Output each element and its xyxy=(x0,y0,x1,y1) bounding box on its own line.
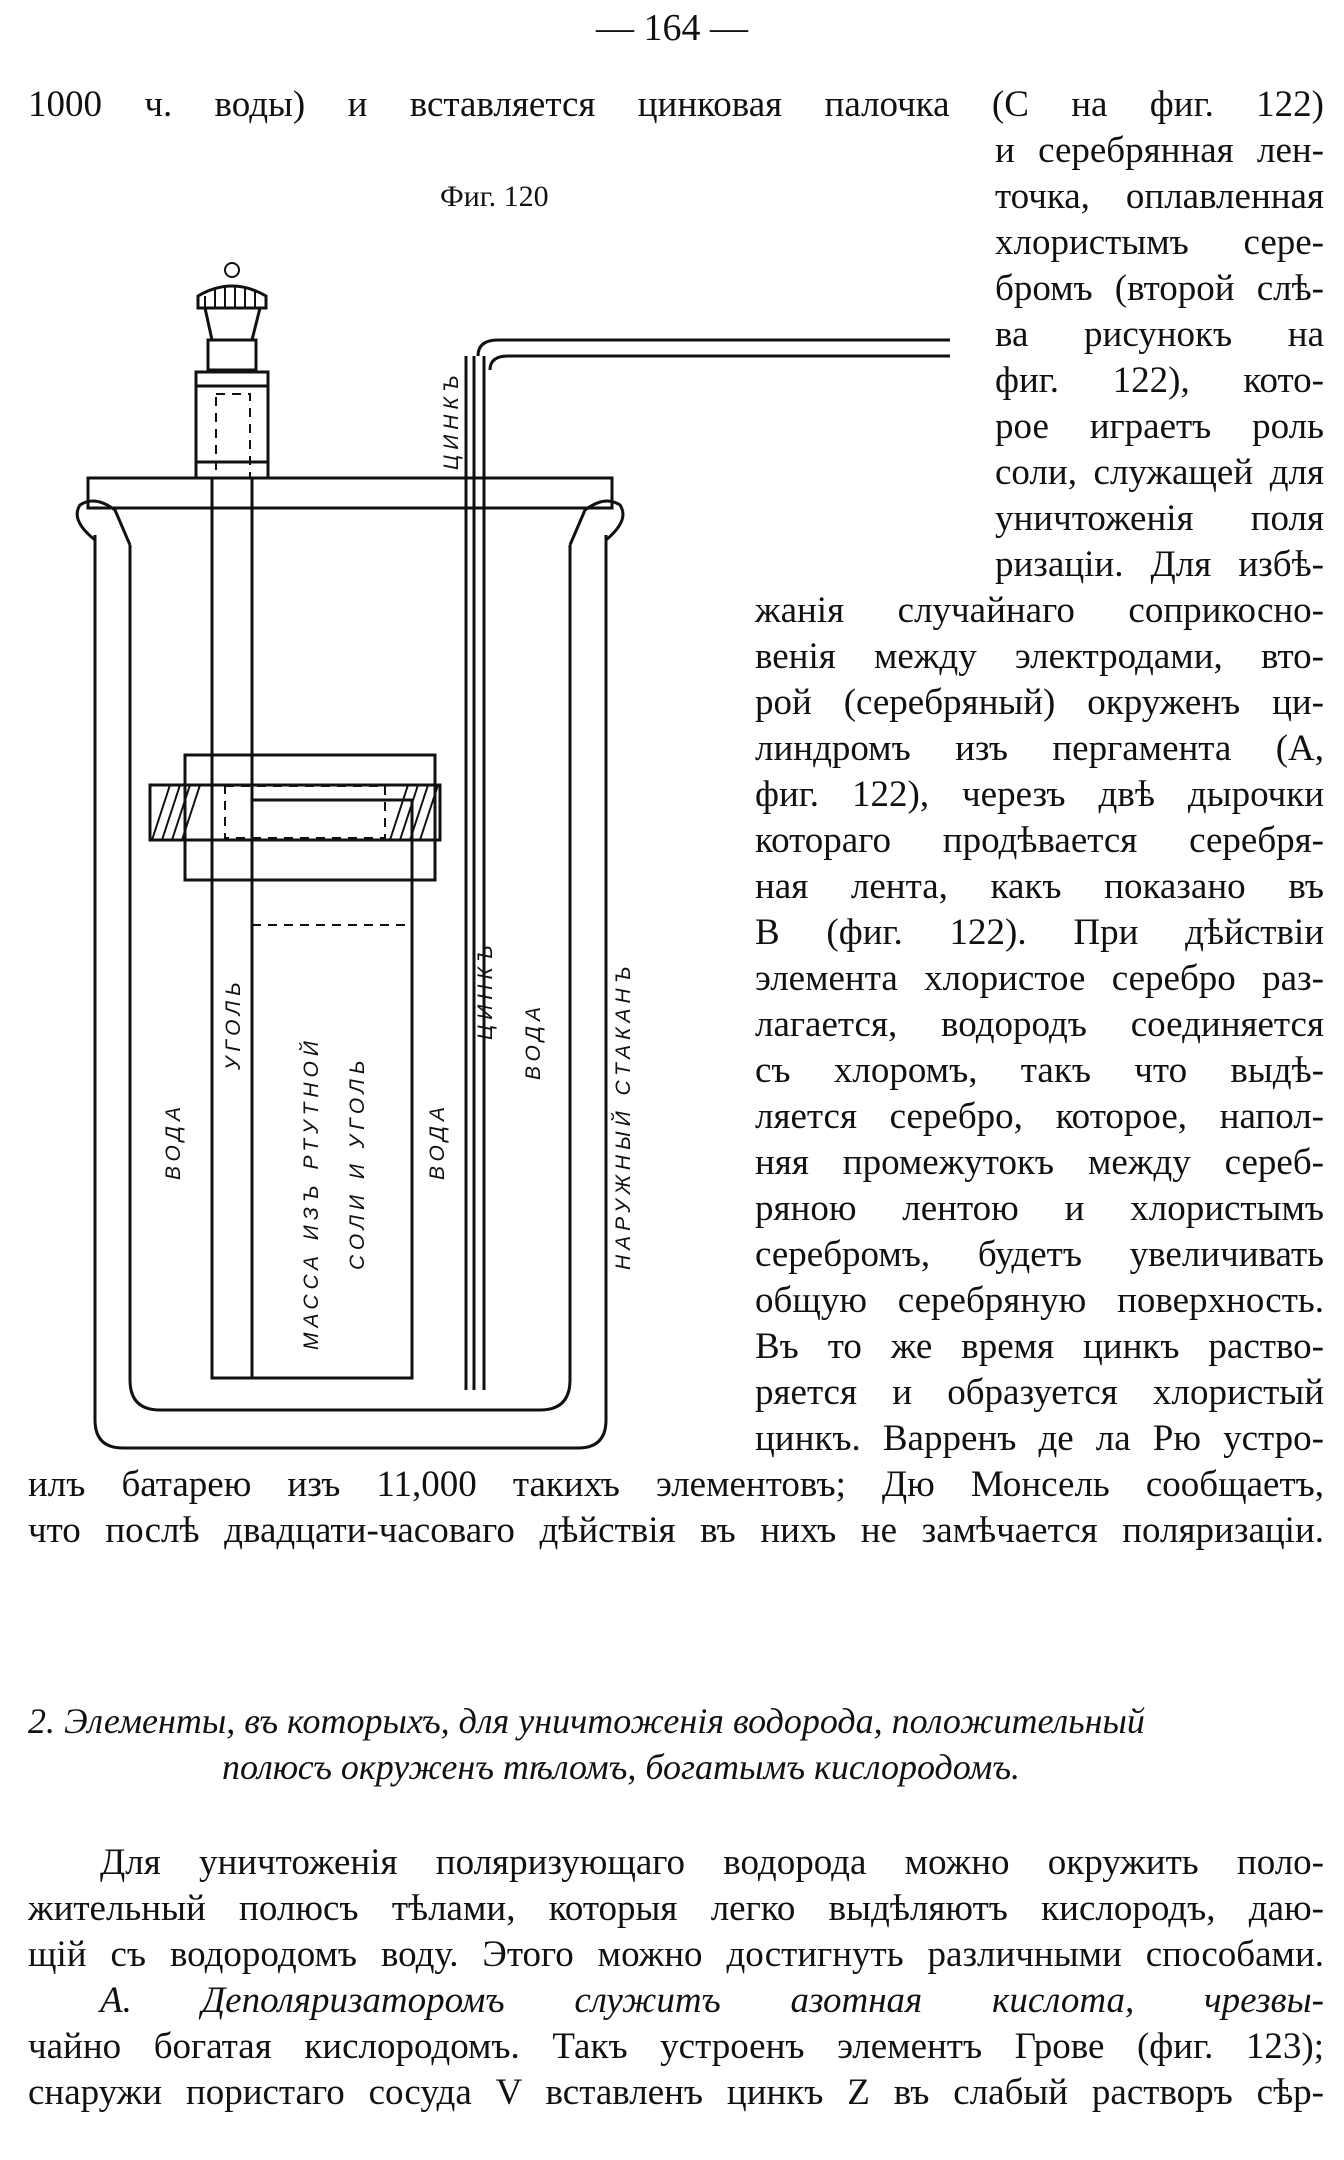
text-line: щій съ водородомъ воду. Этого можно достигнуть различными способами. xyxy=(28,1934,1324,1975)
text-line: 1000 ч. воды) и вставляется цинковая палочка (C на фиг. 122) xyxy=(28,84,1324,125)
text-line: точка, оплавленная xyxy=(995,176,1324,217)
outer-jar xyxy=(95,535,606,1448)
text-line: бромъ (второй слѣ- xyxy=(995,268,1324,309)
text-line: общую серебряную поверхность. xyxy=(755,1280,1324,1321)
text-line: B (фиг. 122). При дѣйствіи xyxy=(755,912,1324,953)
label-water-right: ВОДА xyxy=(522,1002,545,1080)
page-number: — 164 — xyxy=(596,7,748,49)
text-line: котораго продѣвается серебря- xyxy=(755,820,1324,861)
text-line: A. Деполяризаторомъ служитъ азотная кислота, чрезвы- xyxy=(100,1980,1324,2021)
label-outer-glass: НАРУЖНЫЙ СТАКАНЪ xyxy=(612,961,635,1270)
text-line: цинкъ. Варренъ де ла Рю устро- xyxy=(755,1418,1324,1459)
label-water-inner: ВОДА xyxy=(426,1102,449,1180)
text-line: ряется и образуется хлористый xyxy=(755,1372,1324,1413)
text-line: рой (серебряный) окруженъ ци- xyxy=(755,682,1324,723)
text-line: Въ то же время цинкъ раство- xyxy=(755,1326,1324,1367)
lid xyxy=(88,478,612,508)
carbon-rod xyxy=(212,478,252,1378)
section-heading: 2. Элементы, въ которыхъ, для уничтоженія водорода, положительный xyxy=(28,1701,1145,1741)
text-line: ризаціи. Для избѣ- xyxy=(995,544,1324,585)
text-line: и серебрянная лен- xyxy=(995,130,1324,171)
text-line: венія между электродами, вто- xyxy=(755,636,1324,677)
text-line: серебромъ, будетъ увеличивать xyxy=(755,1234,1324,1275)
text-line: хлористымъ сере- xyxy=(995,222,1324,263)
text-line: снаружи пористаго сосуда V вставленъ цинкъ Z въ слабый растворъ сѣр- xyxy=(28,2072,1324,2113)
text-line: что послѣ двадцати-часоваго дѣйствія въ нихъ не замѣчается поляризаціи. xyxy=(28,1510,1324,1551)
text-line: фиг. 122), черезъ двѣ дырочки xyxy=(755,774,1324,815)
figure-caption: Фиг. 120 xyxy=(440,180,549,213)
text-line: ляется серебро, которое, напол- xyxy=(755,1096,1324,1137)
text-line: соли, служащей для xyxy=(995,452,1324,493)
text-line: илъ батарею изъ 11,000 такихъ элементовъ; Дю Монсель сообщаетъ, xyxy=(28,1464,1324,1505)
section-heading: полюсъ окруженъ тѣломъ, богатымъ кислородомъ. xyxy=(222,1747,1021,1787)
text-line: линдромъ изъ пергамента (A, xyxy=(755,728,1324,769)
text-line: уничтоженія поля xyxy=(995,498,1324,539)
porous-cup xyxy=(252,800,412,1378)
label-mass-line1: МАССА ИЗЪ РТУТНОЙ xyxy=(300,1036,323,1350)
wire-lead xyxy=(478,340,950,356)
label-mass-line2: СОЛИ И УГОЛЬ xyxy=(346,1055,369,1270)
text-line: ва рисунокъ на xyxy=(995,314,1324,355)
text-line: лагается, водородъ соединяется xyxy=(755,1004,1324,1045)
text-line: ная лента, какъ показано въ xyxy=(755,866,1324,907)
label-zinc-top: ЦИНКЪ xyxy=(440,370,463,470)
text-line: жительный полюсъ тѣлами, которыя легко выдѣляютъ кислородъ, даю- xyxy=(28,1888,1324,1929)
text-line: ряною лентою и хлористымъ xyxy=(755,1188,1324,1229)
text-line: фиг. 122), кото- xyxy=(995,360,1324,401)
figure-diagram xyxy=(60,240,960,1470)
text-line: съ хлоромъ, такъ что выдѣ- xyxy=(755,1050,1324,1091)
text-line: жанія случайнаго соприкосно- xyxy=(755,590,1324,631)
label-coal: УГОЛЬ xyxy=(222,977,245,1070)
text-line: рое играетъ роль xyxy=(995,406,1324,447)
text-line: Для уничтоженія поляризующаго водорода можно окружить поло- xyxy=(100,1842,1324,1883)
text-line: чайно богатая кислородомъ. Такъ устроенъ элементъ Грове (фиг. 123); xyxy=(28,2026,1324,2067)
text-line: элемента хлористое серебро раз- xyxy=(755,958,1324,999)
text-line: няя промежутокъ между сереб- xyxy=(755,1142,1324,1183)
label-zinc-mid: ЦИНКЪ xyxy=(474,940,497,1040)
label-water-left: ВОДА xyxy=(162,1102,185,1180)
